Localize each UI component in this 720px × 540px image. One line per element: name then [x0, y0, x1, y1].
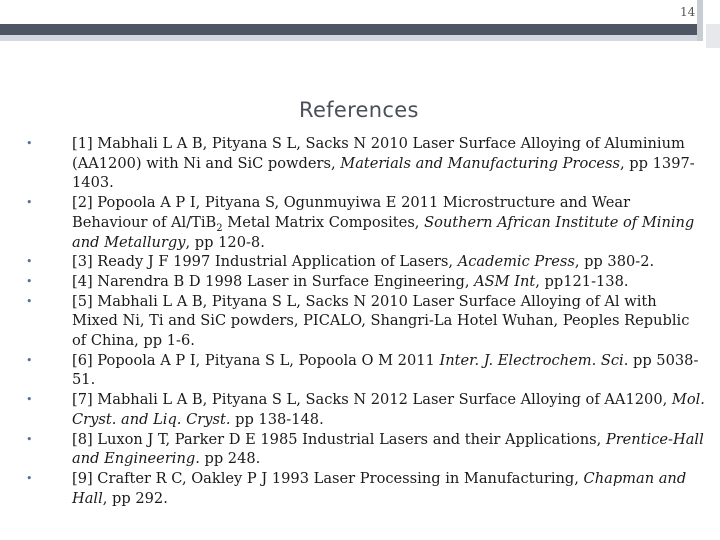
- reference-source: Mol. Cryst. and Liq. Cryst.: [72, 391, 705, 428]
- reference-source: Southern African Institute of Mining and Metallurgy: [72, 213, 695, 251]
- bullet-icon: •: [26, 294, 33, 308]
- reference-source: Chapman and Hall: [72, 469, 687, 507]
- reference-item: [26, 469, 706, 508]
- bullet-icon: •: [26, 353, 33, 367]
- reference-text: pp 248.: [199, 450, 261, 468]
- reference-source: Inter. J. Electrochem. Sci.: [439, 351, 629, 369]
- slide-title: References: [299, 98, 419, 122]
- reference-source: ASM Int: [474, 272, 536, 290]
- reference-text: , pp 292.: [102, 489, 168, 507]
- reference-item: [26, 272, 706, 292]
- header-bar: [0, 24, 697, 35]
- reference-source: Materials and Manufacturing Process: [340, 154, 621, 172]
- bullet-icon: •: [26, 393, 33, 407]
- bullet-icon: •: [26, 255, 33, 269]
- reference-item: [26, 430, 706, 469]
- reference-text: Metal Matrix Composites,: [222, 213, 425, 231]
- reference-text: , pp121-138.: [535, 272, 629, 290]
- bullet-icon: •: [26, 196, 33, 210]
- reference-text: [2] Popoola A P I, Pityana S, Ogunmuyiwa E 2011 Microstructure and Wear Behaviour of Al/TiB: [72, 194, 631, 231]
- bullet-icon: •: [26, 471, 33, 485]
- reference-text: , pp 1397-1403.: [72, 154, 695, 192]
- reference-item: [26, 252, 706, 272]
- reference-text: [3] Ready J F 1997 Industrial Application of Lasers,: [72, 253, 458, 271]
- reference-subscript: 2: [216, 222, 223, 234]
- reference-item: [26, 193, 706, 252]
- reference-text: , pp 120-8.: [185, 233, 265, 251]
- reference-source: Prentice-Hall and Engineering.: [72, 430, 704, 468]
- bullet-icon: •: [26, 137, 33, 150]
- reference-text: [7] Mabhali L A B, Pityana S L, Sacks N 2012 Laser Surface Alloying of AA1200,: [72, 391, 672, 409]
- reference-text: [5] Mabhali L A B, Pityana S L, Sacks N 2010 Laser Surface Alloying of Al with Mixed Ni, Ti and SiC powders, PICALO, Shangri-La Hotel Wuhan, Peoples Republic of China, pp 1-6.: [72, 292, 690, 350]
- page-number: 14: [680, 5, 696, 19]
- header-accent-block: [706, 24, 720, 48]
- header-accent-bar: [697, 0, 703, 41]
- reference-text: [9] Crafter R C, Oakley P J 1993 Laser Processing in Manufacturing,: [72, 469, 584, 487]
- reference-text: pp 138-148.: [230, 410, 324, 428]
- reference-item: [26, 134, 706, 193]
- reference-text: [6] Popoola A P I, Pityana S L, Popoola O M 2011: [72, 351, 440, 369]
- reference-text: [8] Luxon J T, Parker D E 1985 Industrial Lasers and their Applications,: [72, 430, 606, 448]
- bullet-icon: •: [26, 274, 33, 288]
- reference-text: [1] Mabhali L A B, Pityana S L, Sacks N 2010 Laser Surface Alloying of Aluminium (AA1200) with Ni and SiC powders,: [72, 135, 685, 172]
- reference-text: , pp 380-2.: [574, 253, 655, 271]
- header-bar-shadow: [0, 35, 697, 41]
- reference-item: [26, 351, 706, 390]
- bullet-icon: •: [26, 432, 33, 446]
- reference-text: pp 5038-51.: [72, 351, 699, 389]
- reference-item: [26, 292, 706, 351]
- reference-text: [4] Narendra B D 1998 Laser in Surface Engineering,: [72, 272, 475, 290]
- reference-source: Academic Press: [457, 253, 575, 271]
- reference-list: [26, 134, 706, 508]
- reference-item: [26, 390, 706, 429]
